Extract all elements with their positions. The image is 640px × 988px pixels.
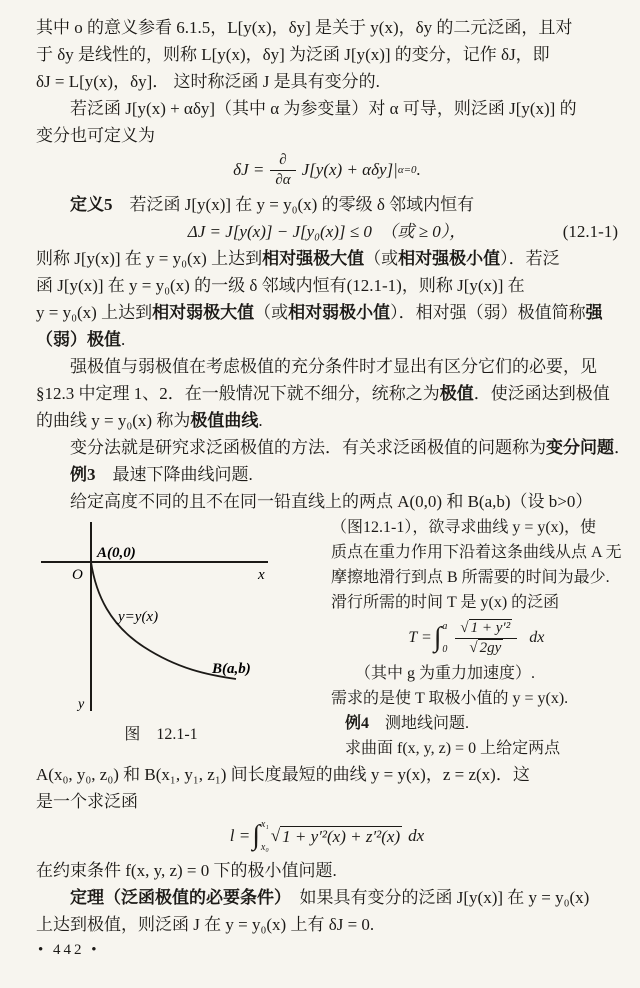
formula-lhs: l = bbox=[229, 826, 251, 845]
formula-delta-j: δJ = $\frac{\partial}{\partial\alpha}$ J[y(x) + αδy]| α=0 . bbox=[233, 151, 421, 188]
figure-caption: 图 12.1-1 bbox=[124, 726, 198, 743]
text-line: 给定高度不同的且不在同一铅直线上的两点 A(0,0) 和 B(a,b)（设 b>0） bbox=[70, 492, 593, 511]
y-axis-label: y bbox=[78, 697, 85, 712]
text-line: 需求的是使 T 取极小值的 y = y(x). bbox=[331, 690, 569, 707]
text-line: （其中 g 为重力加速度）. bbox=[355, 665, 536, 682]
text-line: 则称 J[y(x)] 在 y = y₀(x) 上达到相对强极大值（或相对强极小值）．若泛 bbox=[36, 249, 560, 268]
text-line: 上达到极值，则泛函 J 在 y = y₀(x) 上有 δJ = 0. bbox=[36, 915, 375, 934]
text-line: A(x₀, y₀, z₀) 和 B(x₁, y₁, z₁) 间长度最短的曲线 y = y(x)，z = z(x)．这 bbox=[36, 765, 530, 784]
radical-sign: √ bbox=[270, 826, 281, 845]
formula-rhs: J[y(x) + αδy]| bbox=[301, 160, 398, 179]
text-line: 是一个求泛函 bbox=[36, 792, 138, 811]
evaluated-at-subscript: α=0 bbox=[397, 164, 417, 176]
equation-body: ΔJ = J[y(x)] − J[y₀(x)] ≤ 0 （或 ≥ 0）， bbox=[187, 222, 467, 241]
integral-sign: ∫ a 0 bbox=[433, 621, 448, 655]
text-line: δJ = L[y(x)，δy]． 这时称泛函 J 是具有变分的. bbox=[36, 72, 380, 91]
formula-lhs: δJ = bbox=[233, 160, 265, 179]
figure-12-1-1 bbox=[36, 515, 331, 715]
figure-column bbox=[36, 515, 331, 748]
text-line: §12.3 中定理 1、2．在一般情况下就不细分，统称之为极值．使泛函达到极值 bbox=[36, 384, 610, 403]
text-line: 变分法就是研究求泛函极值的方法．有关求泛函极值的问题称为变分问题． bbox=[70, 438, 631, 457]
upper-limit: a bbox=[442, 621, 448, 632]
formula-travel-time-T bbox=[331, 615, 622, 661]
example-4-heading: 例4 测地线问题. bbox=[345, 715, 470, 732]
text-line: 其中 o 的意义参看 6.1.5，L[y(x)，δy] 是关于 y(x)，δy 的二元泛函，且对 bbox=[36, 18, 573, 37]
point-B-label: B(a,b) bbox=[212, 661, 251, 677]
partial-derivative-fraction: $\frac{\partial}{\partial\alpha}$ bbox=[270, 151, 295, 190]
lower-limit: 0 bbox=[442, 644, 448, 655]
point-A-label: A(0,0) bbox=[97, 545, 136, 561]
text-line: （图12.1-1），欲寻求曲线 y = y(x)，使 bbox=[331, 519, 597, 536]
equation-12-1-1 bbox=[36, 218, 618, 245]
definition-5-line: 定义5 若泛函 J[y(x)] 在 y = y₀(x) 的零级 δ 邻域内恒有 bbox=[70, 195, 475, 214]
text-line: （弱）极值. bbox=[36, 330, 126, 349]
curve-label: y=y(x) bbox=[118, 609, 159, 625]
text-line: 若泛函 J[y(x) + αδy]（其中 α 为参变量）对 α 可导，则泛函 J[y(x)] 的 bbox=[70, 99, 577, 118]
text-line: 滑行所需的时间 T 是 y(x) 的泛函 bbox=[331, 594, 560, 611]
text-line: 于 δy 是线性的，则称 L[y(x)，δy] 为泛函 J[y(x)] 的变分，记作 δJ，即 bbox=[36, 45, 550, 64]
x-axis-label: x bbox=[258, 567, 265, 583]
upper-limit: x₁ bbox=[260, 819, 269, 830]
text-line: 在约束条件 f(x, y, z) = 0 下的极小值问题. bbox=[36, 861, 337, 880]
figure-and-text-row bbox=[36, 515, 622, 761]
differential: dx bbox=[529, 629, 545, 646]
example-3-heading: 例3 最速下降曲线问题. bbox=[70, 465, 253, 484]
text-line: 求曲面 f(x, y, z) = 0 上给定两点 bbox=[345, 740, 561, 757]
page-number: • 442 • bbox=[38, 942, 100, 958]
lower-limit: x₀ bbox=[260, 842, 269, 853]
text-line: 强极值与弱极值在考虑极值的充分条件时才显出有区分它们的必要，见 bbox=[70, 357, 597, 376]
theorem-heading-line: 定理（泛函极值的必要条件） 如果具有变分的泛函 J[y(x)] 在 y = y₀(x) bbox=[70, 888, 590, 907]
equation-number: (12.1-1) bbox=[562, 222, 618, 241]
text-block bbox=[36, 14, 631, 938]
radical-sign: √ bbox=[469, 639, 478, 656]
integrand-fraction: $\frac{\text{√ 1 + y′²}}{√ 2gy}$ bbox=[455, 619, 517, 658]
formula-lhs: T = bbox=[408, 629, 432, 646]
formula-arc-length-l: l = ∫ x₁ x₀ √ 1 + y′²(x) + z′²(x) dx bbox=[229, 819, 425, 853]
right-text-column bbox=[331, 515, 622, 761]
origin-label: O bbox=[72, 567, 83, 583]
text-line: y = y₀(x) 上达到相对弱极大值（或相对弱极小值）．相对强（弱）极值简称强 bbox=[36, 303, 603, 322]
text-line: 质点在重力作用下沿着这条曲线从点 A 无 bbox=[331, 544, 622, 561]
text-line: 变分也可定义为 bbox=[36, 126, 155, 145]
integral-sign: ∫ x₁ x₀ bbox=[252, 819, 269, 853]
text-line: 的曲线 y = y₀(x) 称为极值曲线. bbox=[36, 411, 263, 430]
text-line: 函 J[y(x)] 在 y = y₀(x) 的一级 δ 邻域内恒有(12.1-1)，则称 J[y(x)] 在 bbox=[36, 276, 525, 295]
radical-sign: √ bbox=[460, 619, 469, 636]
text-line: 摩擦地滑行到点 B 所需要的时间为最少. bbox=[331, 569, 610, 586]
differential: dx bbox=[408, 826, 425, 845]
